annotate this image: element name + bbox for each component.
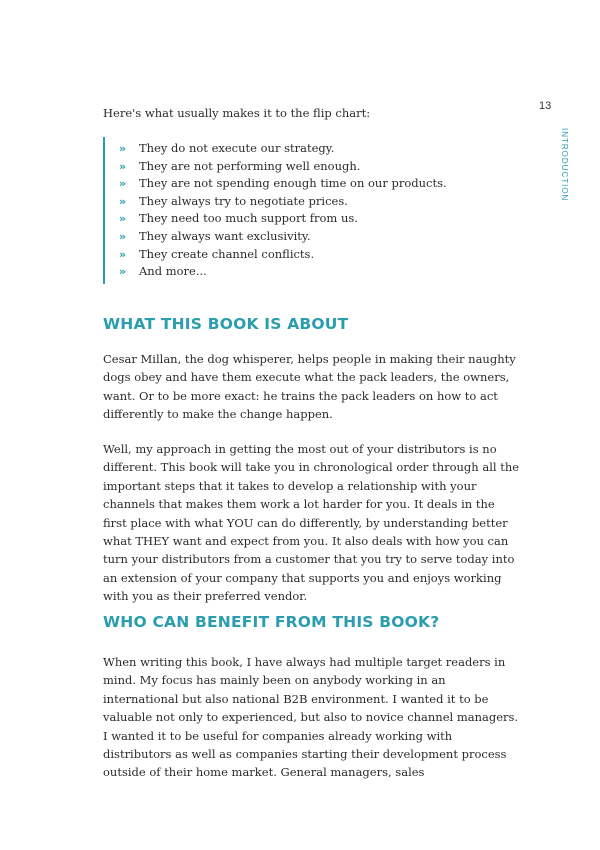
- list-item: » They create channel conflicts.: [119, 246, 447, 264]
- flip-chart-list: [103, 137, 447, 284]
- chevron-right-icon: »: [119, 194, 127, 208]
- paragraph: Well, my approach in getting the most out of your distributors is no different. This book will take you in chronological order through all the important steps that it takes to develop a relationship with your channels that makes them work a lot harder for you. It deals in the first place with what YOU can do differently, by understanding better what THEY want and expect from you. It also deals with how you can turn your distributors from a customer that you try to serve today into an extension of your company that supports you and enjoys working with you as their preferred vendor.: [103, 442, 520, 604]
- intro-line: Here's what usually makes it to the flip chart:: [103, 106, 371, 120]
- page-number: 13: [539, 100, 552, 112]
- list-item: » They always want exclusivity.: [119, 228, 447, 246]
- list-item: » They do not execute our strategy.: [119, 140, 447, 158]
- chevron-right-icon: »: [119, 142, 127, 155]
- list-item: » They are not performing well enough.: [119, 158, 447, 176]
- chevron-right-icon: »: [119, 229, 127, 243]
- list-item: » They always try to negotiate prices.: [119, 193, 447, 211]
- chevron-right-icon: »: [119, 177, 127, 191]
- chevron-right-icon: »: [119, 247, 127, 261]
- list-item: » And more...: [119, 263, 447, 281]
- section-heading-about: WHAT THIS BOOK IS ABOUT: [103, 315, 349, 333]
- chevron-right-icon: »: [119, 265, 127, 279]
- paragraph: Cesar Millan, the dog whisperer, helps people in making their naughty dogs obey and have them execute what the pack leaders, the owners, want. Or to be more exact: he trains the pack leaders on how to act differently to make the change happen.: [103, 352, 516, 422]
- section-tab: INTRODUCTION: [560, 128, 569, 202]
- chevron-right-icon: »: [119, 159, 127, 173]
- list-item: » They are not spending enough time on our products.: [119, 175, 447, 193]
- list-item: » They need too much support from us.: [119, 210, 447, 228]
- paragraph: When writing this book, I have always had multiple target readers in mind. My focus has mainly been on anybody working in an international but also national B2B environment. I wanted it to be valuable not only to experienced, but also to novice channel managers. I wanted it to be useful for companies already working with distributors as well as companies starting their development process outside of their home market. General managers, sales: [103, 655, 519, 780]
- section-heading-benefit: WHO CAN BENEFIT FROM THIS BOOK?: [103, 613, 440, 631]
- chevron-right-icon: »: [119, 212, 127, 226]
